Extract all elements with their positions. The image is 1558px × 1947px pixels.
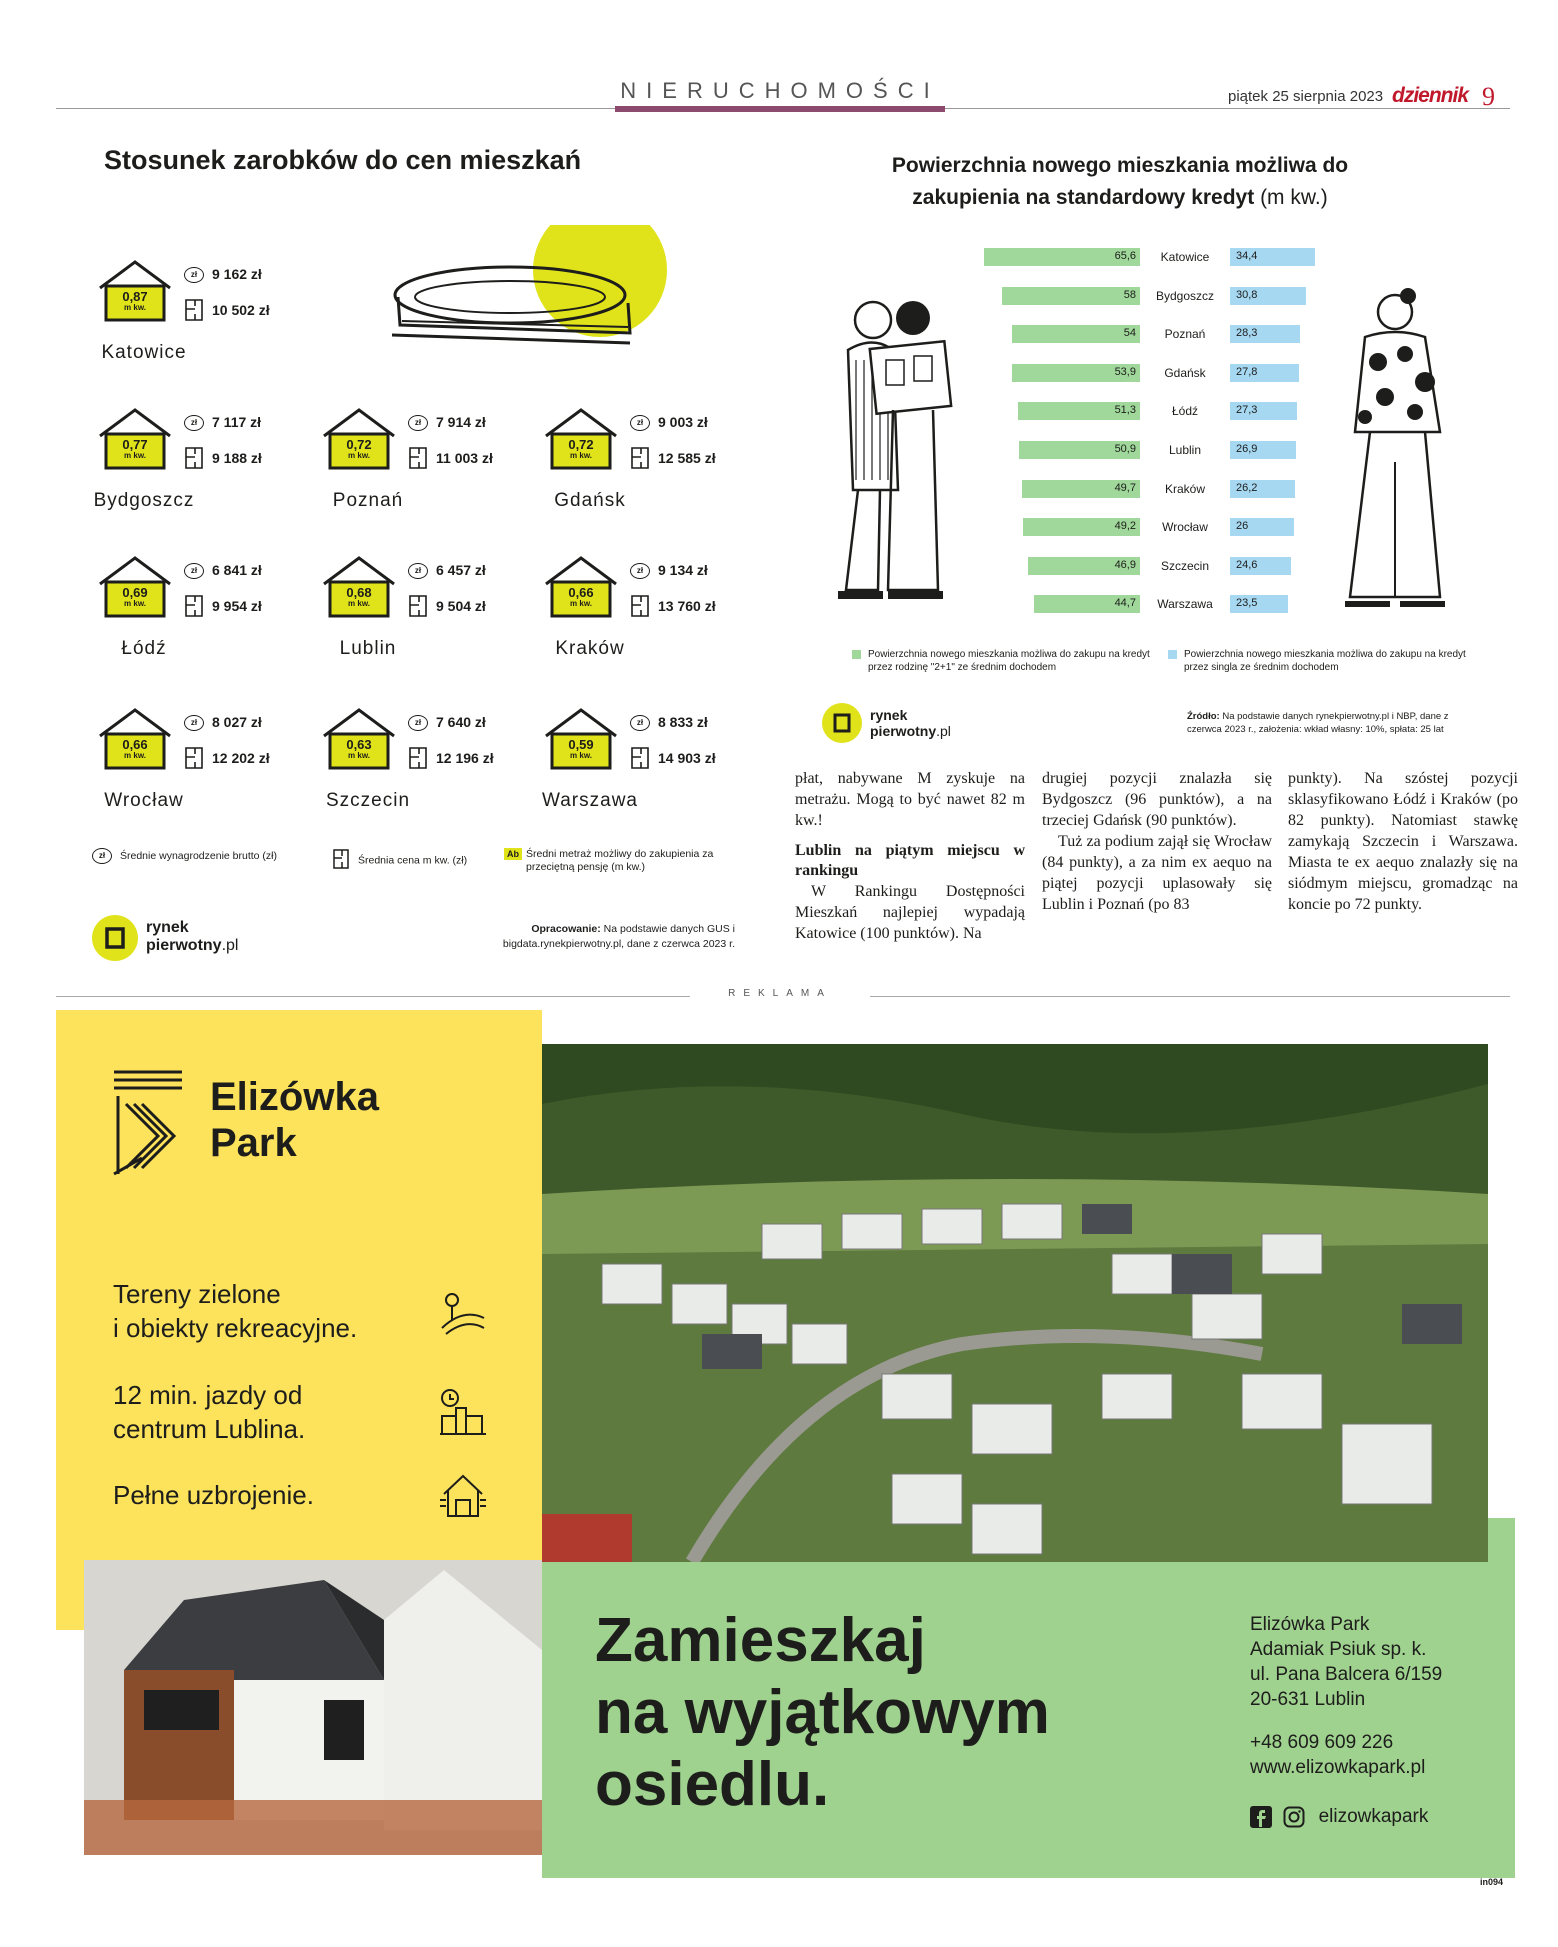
article-paragraph: drugiej pozycji znalazła się Bydgoszcz (96 punktów), a na trzeciej Gdańsk (90 punktów). bbox=[1042, 770, 1272, 829]
bar-green-label: 53,9 bbox=[1114, 365, 1136, 378]
price-value: 12 202 zł bbox=[212, 750, 270, 767]
bar-blue-label: 26,9 bbox=[1236, 443, 1258, 455]
price-value: 14 903 zł bbox=[658, 750, 716, 767]
brand-line1: Elizówka bbox=[210, 1075, 379, 1119]
price-row bbox=[408, 446, 493, 473]
price-row bbox=[184, 594, 262, 621]
contact-phone[interactable]: +48 609 609 226 bbox=[1250, 1732, 1394, 1753]
coin-icon: zł bbox=[630, 415, 650, 431]
ratio-value: 0,66 bbox=[122, 737, 148, 752]
city-card bbox=[94, 706, 314, 836]
bar-blue bbox=[1230, 402, 1297, 420]
chart-title-text: Powierzchnia nowego mieszkania możliwa do zakupienia na standardowy kredyt bbox=[891, 154, 1349, 209]
price-value: 11 003 zł bbox=[436, 450, 493, 467]
elizowka-park-logo-icon bbox=[112, 1070, 184, 1178]
bar-blue-label: 27,3 bbox=[1236, 404, 1258, 417]
brand-logo: dziennik bbox=[1392, 84, 1469, 107]
issue-date: piątek 25 sierpnia 2023 bbox=[1228, 88, 1384, 105]
salary-value: 6 457 zł bbox=[436, 562, 486, 578]
bar-blue-label: 30,8 bbox=[1236, 288, 1258, 301]
house-badge bbox=[94, 406, 176, 472]
price-value: 12 585 zł bbox=[658, 450, 716, 467]
infographic-legend bbox=[92, 848, 742, 878]
logo-mark-icon bbox=[822, 703, 862, 743]
legend-ratio bbox=[504, 848, 744, 874]
ratio-unit: m kw. bbox=[570, 599, 592, 608]
elizowka-park-name bbox=[210, 1074, 379, 1166]
feature-line: Pełne uzbrojenie. bbox=[113, 1480, 314, 1510]
rynekpierwotny-logo bbox=[92, 915, 292, 963]
coin-icon: zł bbox=[408, 415, 428, 431]
infographic-title: Stosunek zarobków do cen mieszkań bbox=[104, 145, 582, 175]
floorplan-icon bbox=[184, 298, 204, 325]
ratio-unit: m kw. bbox=[348, 599, 370, 608]
city-card bbox=[318, 406, 538, 536]
bar-category-label: Poznań bbox=[1164, 327, 1206, 342]
bar-blue-label: 26,2 bbox=[1236, 481, 1258, 494]
bar-green-label: 49,2 bbox=[1114, 520, 1136, 533]
ad-contact bbox=[1250, 1612, 1442, 1780]
salary-row bbox=[630, 414, 708, 431]
logo-line2: pierwotny bbox=[146, 937, 222, 954]
feature-line: centrum Lublina. bbox=[113, 1414, 306, 1444]
legend-blue bbox=[1168, 648, 1468, 674]
legend-ratio-label: Średni metraż możliwy do zakupienia za przeciętną pensję (m kw.) bbox=[526, 848, 714, 873]
logo-suffix: .pl bbox=[221, 937, 239, 954]
city-name: Bydgoszcz bbox=[93, 490, 195, 511]
bar-green-label: 50,9 bbox=[1114, 443, 1136, 455]
bar-blue bbox=[1230, 480, 1295, 498]
city-name: Wrocław bbox=[104, 790, 184, 811]
salary-row bbox=[630, 714, 708, 731]
bar-category-label: Lublin bbox=[1168, 443, 1202, 457]
salary-value: 6 841 zł bbox=[212, 562, 262, 578]
social-handle[interactable]: elizowkapark bbox=[1318, 1806, 1429, 1827]
house-utilities-icon bbox=[438, 1470, 488, 1520]
price-row bbox=[408, 746, 494, 773]
city-name: Lublin bbox=[339, 638, 397, 659]
feature-line: i obiekty rekreacyjne. bbox=[113, 1313, 358, 1343]
coin-icon: zł bbox=[184, 563, 204, 579]
source-text: Na podstawie danych rynekpierwotny.pl i NBP, dane z czerwca 2023 r., założenia: wkład własny: 10%, spłata: 25 lat bbox=[1187, 711, 1449, 735]
price-row bbox=[630, 746, 716, 773]
floorplan-icon bbox=[630, 446, 650, 473]
chart-title-unit: (m kw.) bbox=[1260, 186, 1328, 209]
city-card bbox=[94, 406, 314, 536]
ratio-unit: m kw. bbox=[124, 599, 146, 608]
social-links bbox=[1250, 1806, 1428, 1828]
ratio-value: 0,72 bbox=[346, 437, 372, 452]
page-number: 9 bbox=[1482, 82, 1495, 111]
coin-icon: zł bbox=[92, 848, 112, 864]
article-paragraph: Tuż za podium zajął się Wrocław (84 punkty), a za nim ex aequo na piątej pozycji uplasowały się Lublin i Poznań (po 83 bbox=[1042, 833, 1272, 913]
bar-category-label: Bydgoszcz bbox=[1155, 288, 1215, 303]
headline-line: na wyjątkowym bbox=[595, 1678, 1050, 1747]
salary-value: 9 003 zł bbox=[658, 414, 708, 430]
floorplan-icon bbox=[408, 446, 428, 473]
salary-value: 7 914 zł bbox=[436, 414, 486, 430]
chart-source bbox=[1187, 710, 1477, 736]
bar-blue-label: 26 bbox=[1236, 520, 1249, 533]
bar-blue bbox=[1230, 595, 1288, 613]
aerial-photo bbox=[542, 1044, 1488, 1562]
bar-blue-label: 34,4 bbox=[1236, 250, 1258, 262]
legend-blue-swatch bbox=[1168, 650, 1177, 659]
price-row bbox=[408, 594, 486, 621]
city-name: Kraków bbox=[555, 638, 625, 659]
bar-category-label: Kraków bbox=[1164, 481, 1205, 496]
contact-line: Elizówka Park bbox=[1250, 1614, 1370, 1635]
bar-blue bbox=[1230, 557, 1291, 575]
logo-line1: rynek bbox=[870, 707, 908, 723]
ratio-value: 0,69 bbox=[122, 585, 148, 600]
bar-green-label: 44,7 bbox=[1114, 597, 1136, 610]
price-row bbox=[184, 298, 270, 325]
price-value: 12 196 zł bbox=[436, 750, 494, 767]
salary-value: 9 134 zł bbox=[658, 562, 708, 578]
coin-icon: zł bbox=[184, 415, 204, 431]
city-card bbox=[540, 406, 760, 536]
bar-blue-label: 27,8 bbox=[1236, 365, 1258, 378]
price-value: 9 188 zł bbox=[212, 450, 262, 467]
bar-blue-label: 28,3 bbox=[1236, 327, 1258, 340]
house-badge bbox=[318, 706, 400, 772]
salary-row bbox=[630, 562, 708, 579]
house-badge bbox=[540, 554, 622, 620]
ratio-unit: m kw. bbox=[124, 303, 146, 312]
price-row bbox=[630, 446, 716, 473]
bar-category-label: Gdańsk bbox=[1164, 365, 1206, 380]
ratio-value: 0,87 bbox=[122, 289, 148, 304]
credit-text: Na podstawie danych GUS i bigdata.rynekpierwotny.pl, dane z czerwca 2023 r. bbox=[502, 923, 735, 950]
legend-price-label: Średnia cena m kw. (zł) bbox=[358, 854, 468, 867]
article-column-1 bbox=[795, 768, 1025, 944]
woman-illustration bbox=[1330, 282, 1460, 622]
bar-green-label: 51,3 bbox=[1114, 404, 1136, 417]
city-clock-icon bbox=[438, 1386, 488, 1438]
headline-line: osiedlu. bbox=[595, 1750, 830, 1819]
floorplan-icon bbox=[184, 446, 204, 473]
headline-line: Zamieszkaj bbox=[595, 1606, 926, 1675]
ratio-value: 0,68 bbox=[346, 585, 372, 600]
landscape-icon bbox=[438, 1288, 488, 1338]
bar-green bbox=[1012, 364, 1140, 382]
bar-category-label: Warszawa bbox=[1157, 597, 1213, 612]
bar-blue bbox=[1230, 248, 1315, 266]
bar-category-label: Szczecin bbox=[1160, 558, 1210, 573]
ratio-unit: m kw. bbox=[570, 451, 592, 460]
price-value: 10 502 zł bbox=[212, 302, 270, 319]
bar-blue bbox=[1230, 287, 1306, 305]
ratio-icon: Ab bbox=[504, 848, 522, 860]
ratio-value: 0,66 bbox=[568, 585, 594, 600]
stadium-illustration bbox=[390, 225, 680, 365]
logo-mark-icon bbox=[92, 915, 138, 961]
section-label: NIERUCHOMOŚCI bbox=[620, 78, 940, 103]
city-name: Warszawa bbox=[542, 790, 638, 811]
city-card bbox=[318, 706, 538, 836]
house-badge bbox=[318, 406, 400, 472]
city-card bbox=[94, 258, 314, 388]
bar-green-label: 54 bbox=[1123, 327, 1136, 340]
logo-suffix: .pl bbox=[936, 723, 951, 739]
coin-icon: zł bbox=[184, 267, 204, 283]
bar-green-label: 65,6 bbox=[1114, 250, 1136, 262]
couple-illustration bbox=[818, 290, 968, 620]
city-name: Gdańsk bbox=[554, 490, 626, 511]
city-card bbox=[318, 554, 538, 684]
bar-green-label: 46,9 bbox=[1114, 558, 1136, 571]
contact-website[interactable]: www.elizowkapark.pl bbox=[1250, 1757, 1426, 1778]
legend-salary-label: Średnie wynagrodzenie brutto (zł) bbox=[120, 849, 277, 862]
salary-row bbox=[408, 562, 486, 579]
salary-value: 8 027 zł bbox=[212, 714, 262, 730]
city-card bbox=[540, 706, 760, 836]
article-paragraph: płat, nabywane M zyskuje na metrażu. Mogą to być nawet 82 m kw.! bbox=[795, 770, 1025, 829]
ratio-value: 0,77 bbox=[122, 437, 148, 452]
feature-line: Tereny zielone bbox=[113, 1279, 281, 1309]
price-row bbox=[630, 594, 716, 621]
chart-title bbox=[840, 150, 1400, 214]
contact-line: 20-631 Lublin bbox=[1250, 1689, 1366, 1710]
bar-green bbox=[1002, 287, 1140, 305]
salary-row bbox=[184, 266, 262, 283]
bar-blue-label: 24,6 bbox=[1236, 558, 1258, 571]
bar-green bbox=[1028, 557, 1140, 575]
house-badge bbox=[540, 706, 622, 772]
house-badge bbox=[94, 706, 176, 772]
price-value: 13 760 zł bbox=[658, 598, 716, 615]
house-badge bbox=[94, 258, 176, 324]
ad-code: in094 bbox=[1480, 1877, 1504, 1887]
feature-distance bbox=[113, 1378, 305, 1446]
city-name: Poznań bbox=[332, 490, 404, 511]
salary-row bbox=[184, 714, 262, 731]
facebook-icon[interactable] bbox=[1250, 1806, 1272, 1828]
feature-line: 12 min. jazdy od bbox=[113, 1380, 303, 1410]
bar-category-label: Wrocław bbox=[1162, 520, 1208, 535]
legend-green bbox=[852, 648, 1152, 674]
bar-blue bbox=[1230, 518, 1294, 536]
legend-blue-label: Powierzchnia nowego mieszkania możliwa do zakupu na kredyt przez singla ze średnim dochodem bbox=[1184, 649, 1466, 673]
price-value: 9 954 zł bbox=[212, 598, 262, 615]
article-column-2 bbox=[1042, 768, 1272, 915]
contact-line: Adamiak Psiuk sp. k. bbox=[1250, 1639, 1427, 1660]
bar-green-label: 58 bbox=[1123, 288, 1136, 301]
legend-salary bbox=[92, 848, 277, 864]
credit-label: Opracowanie: bbox=[531, 923, 601, 935]
legend-green-swatch bbox=[852, 650, 861, 659]
bar-chart bbox=[972, 248, 1322, 624]
ratio-value: 0,63 bbox=[346, 737, 372, 752]
coin-icon: zł bbox=[184, 715, 204, 731]
bar-category-label: Katowice bbox=[1160, 250, 1210, 264]
ratio-value: 0,72 bbox=[568, 437, 594, 452]
logo-line1: rynek bbox=[146, 919, 189, 936]
floorplan-icon bbox=[184, 594, 204, 621]
bar-green bbox=[1018, 402, 1140, 420]
ad-headline bbox=[595, 1605, 1050, 1821]
bar-green bbox=[1022, 480, 1140, 498]
brand-line2: Park bbox=[210, 1121, 297, 1165]
bar-green bbox=[1023, 518, 1140, 536]
salary-value: 9 162 zł bbox=[212, 266, 262, 282]
ratio-unit: m kw. bbox=[124, 751, 146, 760]
bar-green-label: 49,7 bbox=[1114, 481, 1136, 494]
ratio-unit: m kw. bbox=[124, 451, 146, 460]
coin-icon: zł bbox=[630, 563, 650, 579]
bar-blue bbox=[1230, 364, 1299, 382]
coin-icon: zł bbox=[408, 563, 428, 579]
salary-row bbox=[408, 414, 486, 431]
salary-value: 7 117 zł bbox=[212, 414, 262, 430]
bar-blue-label: 23,5 bbox=[1236, 597, 1258, 610]
floorplan-icon bbox=[630, 594, 650, 621]
bar-blue bbox=[1230, 325, 1300, 343]
floorplan-icon bbox=[630, 746, 650, 773]
salary-row bbox=[184, 562, 262, 579]
feature-green-areas bbox=[113, 1277, 357, 1345]
city-card bbox=[94, 554, 314, 684]
bar-category-label: Łódź bbox=[1171, 404, 1199, 419]
section-underline bbox=[615, 106, 945, 112]
house-badge bbox=[318, 554, 400, 620]
article-subheading: Lublin na piątym miejscu w rankingu bbox=[795, 842, 1025, 879]
rynekpierwotny-logo-chart bbox=[822, 703, 1022, 751]
city-name: Łódź bbox=[121, 638, 167, 659]
bar-green bbox=[1034, 595, 1140, 613]
coin-icon: zł bbox=[630, 715, 650, 731]
city-name: Szczecin bbox=[325, 790, 411, 811]
house-badge bbox=[540, 406, 622, 472]
bar-green bbox=[984, 248, 1140, 266]
bar-green bbox=[1019, 441, 1140, 459]
floorplan-icon bbox=[332, 848, 350, 873]
bar-blue bbox=[1230, 441, 1296, 459]
infographic-credit bbox=[420, 922, 735, 952]
source-label: Źródło: bbox=[1187, 711, 1220, 722]
floorplan-icon bbox=[408, 594, 428, 621]
house-photo bbox=[84, 1560, 542, 1855]
salary-value: 8 833 zł bbox=[658, 714, 708, 730]
price-value: 9 504 zł bbox=[436, 598, 486, 615]
article-column-3 bbox=[1288, 768, 1518, 915]
ratio-unit: m kw. bbox=[348, 451, 370, 460]
legend-green-label: Powierzchnia nowego mieszkania możliwa do zakupu na kredyt przez rodzinę "2+1" ze średnim dochodem bbox=[868, 649, 1150, 673]
legend-price bbox=[332, 848, 467, 873]
price-row bbox=[184, 446, 262, 473]
ad-label: REKLAMA bbox=[690, 988, 870, 999]
bar-green bbox=[1012, 325, 1140, 343]
instagram-icon[interactable] bbox=[1283, 1806, 1305, 1828]
salary-row bbox=[184, 414, 261, 431]
floorplan-icon bbox=[408, 746, 428, 773]
city-card bbox=[540, 554, 760, 684]
ratio-unit: m kw. bbox=[348, 751, 370, 760]
house-badge bbox=[94, 554, 176, 620]
price-row bbox=[184, 746, 270, 773]
article-paragraph: W Rankingu Dostępności Mieszkań najlepiej wypadają Katowice (100 punktów). Na bbox=[795, 883, 1025, 942]
ratio-value: 0,59 bbox=[568, 737, 594, 752]
contact-line: ul. Pana Balcera 6/159 bbox=[1250, 1664, 1443, 1685]
ratio-unit: m kw. bbox=[570, 751, 592, 760]
feature-utilities bbox=[113, 1478, 314, 1512]
article-paragraph: punkty). Na szóstej pozycji sklasyfikowano Łódź i Kraków (po 82 punkty). Natomiast stawkę zamykają Szczecin i Warszawa. Miasta te ex aequo znalazły się na siódmym miejscu, gromadząc na koncie po 72 punkty. bbox=[1288, 770, 1518, 913]
coin-icon: zł bbox=[408, 715, 428, 731]
chart-legend bbox=[852, 648, 1472, 688]
salary-value: 7 640 zł bbox=[436, 714, 486, 730]
floorplan-icon bbox=[184, 746, 204, 773]
logo-line2: pierwotny bbox=[870, 723, 937, 739]
salary-row bbox=[408, 714, 486, 731]
city-name: Katowice bbox=[101, 342, 187, 363]
